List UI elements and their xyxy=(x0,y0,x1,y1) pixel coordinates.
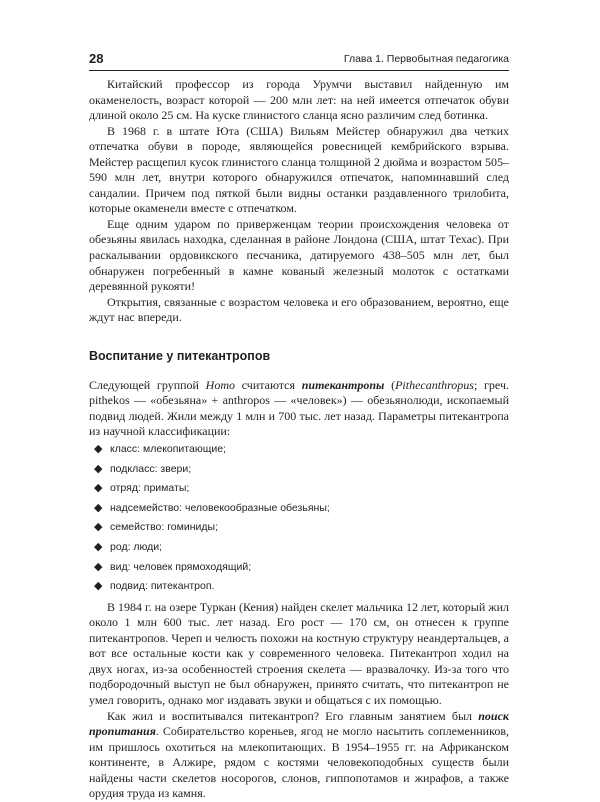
paragraph-discoveries: Открытия, связанные с возрастом человека и его образованием, вероятно, еще ждут нас впереди. xyxy=(89,294,509,325)
diamond-bullet-icon: ◆ xyxy=(94,462,103,475)
list-item: ◆ подвид: питекантроп. xyxy=(89,577,509,597)
diamond-bullet-icon: ◆ xyxy=(94,442,103,455)
list-item: ◆ семейство: гоминиды; xyxy=(89,518,509,538)
page-header xyxy=(89,50,509,71)
term-food-search: поиск пропитания xyxy=(89,708,509,739)
paragraph-turkana: В 1984 г. на озере Туркан (Кения) найден скелет мальчика 12 лет, который жил около 1 млн 600 тыс. лет назад. Его рост — 170 см, он отнесен к группе питекантропов. Череп и челюсть похожи на костную структуру неандертальцев, а вот все остальные кости как у современного человека. Питекантроп ходил на двух ногах, из-за особенностей строения скелета — вразвалочку. Из-за того что подбородочный выступ не был обнаружен, принято считать, что питекантроп не умел говорить, однако мог издавать звуки и общаться с их помощью. xyxy=(89,599,509,707)
paragraph-intro: Следующей группой Homo считаются питекантропы (Pithecanthropus; греч. pithekos — «обезьяна» + anthropos — «человек») — обезьянолюди, ископаемый подвид людей. Жили между 1 млн и 700 тыс. лет назад. Параметры питекантропа из научной классификации: xyxy=(89,377,509,439)
diamond-bullet-icon: ◆ xyxy=(94,482,103,495)
diamond-bullet-icon: ◆ xyxy=(94,540,103,553)
diamond-bullet-icon: ◆ xyxy=(94,521,103,534)
list-item: ◆ надсемейство: человекообразные обезьяны; xyxy=(89,499,509,519)
running-title: Глава 1. Первобытная педагогика xyxy=(343,53,509,65)
list-item: ◆ отряд: приматы; xyxy=(89,479,509,499)
term-pithecanthropes: питекантропы xyxy=(301,377,385,392)
diamond-bullet-icon: ◆ xyxy=(94,560,103,573)
diamond-bullet-icon: ◆ xyxy=(94,501,103,514)
paragraph-urumqi: Китайский профессор из города Урумчи выставил найденную им окаменелость, возраст которой — 200 млн лет: на ней имеется отпечаток обуви длиной около 25 см. На куске глинистого сланца ясно различим след ботинка. xyxy=(89,77,509,123)
term-latin: Pithecanthropus xyxy=(395,377,474,392)
list-item: ◆ подкласс: звери; xyxy=(89,460,509,480)
paragraph-utah: В 1968 г. в штате Юта (США) Вильям Мейстер обнаружил два четких отпечатка обуви в породе, являющейся ровесницей кембрийского взрыва. Мейстер расщепил кусок глинистого сланца толщиной 2 дюйма и возрастом 505–590 млн лет, внутри которого обнаружился отпечаток, напоминавший след сандалии. Причем под пяткой были видны останки раздавленного трилобита, которые окаменели вместе с отпечатком. xyxy=(89,123,509,216)
list-item: ◆ род: люди; xyxy=(89,538,509,558)
classification-list xyxy=(89,440,509,597)
list-item: ◆ класс: млекопитающие; xyxy=(89,440,509,460)
paragraph-london-texas: Еще одним ударом по приверженцам теории происхождения человека от обезьяны явилась находка, сделанная в районе Лондона (США, штат Техас). При раскалывании ордовикского песчаника, датируемого 438–505 млн лет, был обнаружен погребенный в камне кованый железный молоток с остатками деревянной рукояти! xyxy=(89,216,509,294)
diamond-bullet-icon: ◆ xyxy=(94,580,103,593)
term-homo: Homo xyxy=(205,377,236,392)
section-heading: Воспитание у питекантропов xyxy=(89,348,271,363)
page-body xyxy=(89,77,509,802)
paragraph-food: Как жил и воспитывался питекантроп? Его главным занятием был поиск пропитания. Собирательство кореньев, ягод не могло насытить соплеменников, им пришлось охотиться на млекопитающих. В 1954–1955 гг. на Африканском континенте, в Алжире, рядом с костями человекоподобных существ были найдены части скелетов носорогов, слонов, гиппопотамов и жирафов, а также орудия труда из камня. xyxy=(89,708,509,801)
list-item: ◆ вид: человек прямоходящий; xyxy=(89,558,509,578)
page-number: 28 xyxy=(89,51,104,66)
